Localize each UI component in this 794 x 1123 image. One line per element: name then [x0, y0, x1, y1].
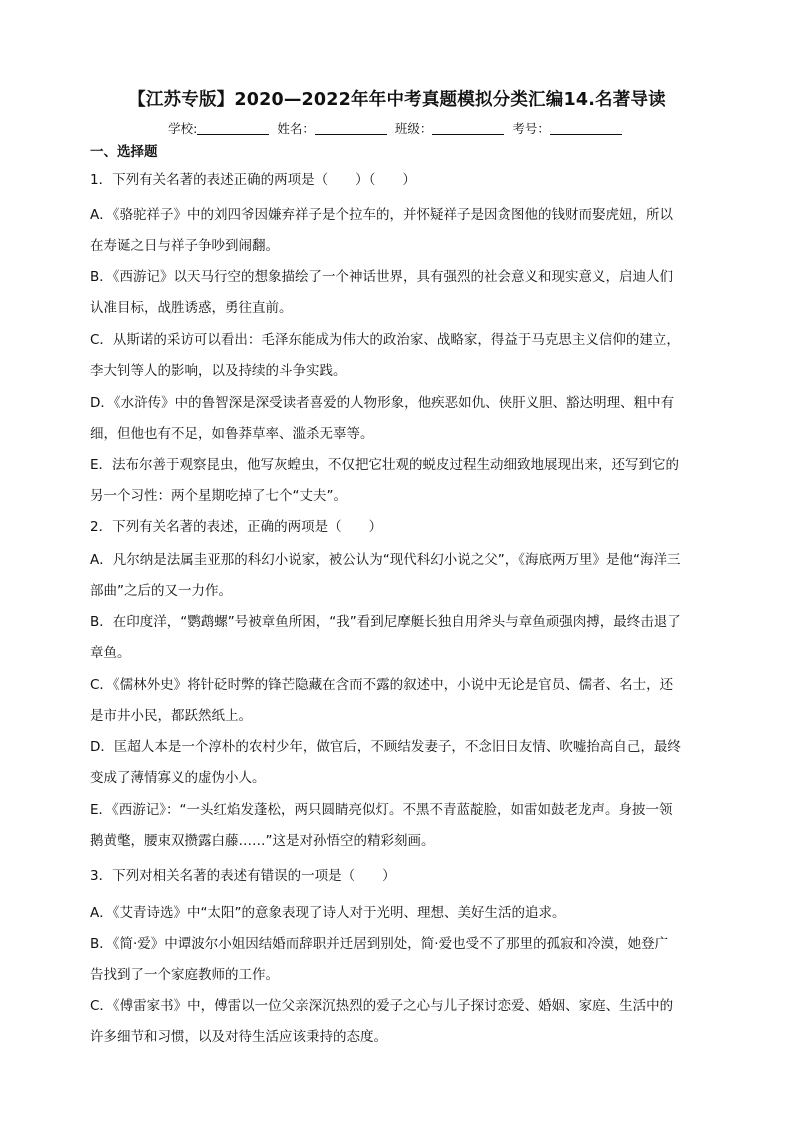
q1-option-a-line1: A．《骆驼祥子》中的刘四爷因嫌弃祥子是个拉车的，并怀疑祥子是因贪图他的钱财而娶虎妞，所以: [90, 207, 673, 223]
question-1-stem: 1．下列有关名著的表述正确的两项是（ ）（ ）: [90, 172, 416, 188]
q2-option-e-line2: 鹅黄氅，腰束双攒露白藤……”这是对孙悟空的精彩刻画。: [90, 833, 435, 849]
q3-option-b-line2: 告找到了一个家庭教师的工作。: [90, 967, 279, 983]
document-title: 【江苏专版】2020—2022年年中考真题模拟分类汇编14.名著导读: [128, 90, 666, 110]
name-blank[interactable]: [315, 122, 387, 135]
class-blank[interactable]: [432, 122, 504, 135]
q1-option-a-line2: 在寿诞之日与祥子争吵到闹翻。: [90, 238, 279, 254]
q1-option-d-line1: D．《水浒传》中的鲁智深是深受读者喜爱的人物形象，他疾恶如仇、侠肝义胆、豁达明理、粗中有: [90, 395, 675, 411]
question-2-stem: 2．下列有关名著的表述，正确的两项是（ ）: [90, 519, 383, 535]
q2-option-d-line1: D．匡超人本是一个淳朴的农村少年，做官后，不顾结发妻子，不念旧日友情、吹嘘抬高自己，最终: [90, 739, 681, 755]
q1-option-e-line2: 另一个习性：两个星期吃掉了七个“丈夫”。: [90, 488, 347, 504]
q1-option-e-line1: E．法布尔善于观察昆虫，他写灰蝗虫，不仅把它壮观的蜕皮过程生动细致地展现出来，还写到它的: [90, 457, 680, 473]
q3-option-c-line1: C．《傅雷家书》中，傅雷以一位父亲深沉热烈的爱子之心与儿子探讨恋爱、婚姻、家庭、生活中的: [90, 998, 674, 1014]
q2-option-b-line1: B．在印度洋，“鹦鹉螺”号被章鱼所困，“我”看到尼摩艇长独自用斧头与章鱼顽强肉搏，最终击退了: [90, 614, 681, 630]
q2-option-a-line2: 部曲”之后的又一力作。: [90, 583, 232, 599]
q2-option-a-line1: A．凡尔纳是法属圭亚那的科幻小说家，被公认为“现代科幻小说之父”，《海底两万里》是他“海洋三: [90, 552, 681, 568]
section-heading: 一、选择题: [90, 144, 158, 160]
q2-option-c-line2: 是市井小民，都跃然纸上。: [90, 708, 252, 724]
school-label: 学校:: [168, 121, 198, 136]
q1-option-b-line2: 认准目标，战胜诱惑，勇往直前。: [90, 300, 293, 316]
q3-option-b-line1: B．《简·爱》中谭波尔小姐因结婚而辞职并迁居到别处，简·爱也受不了那里的孤寂和冷漠，她登广: [90, 936, 669, 952]
q2-option-d-line2: 变成了薄情寡义的虚伪小人。: [90, 770, 266, 786]
question-3-stem: 3．下列对相关名著的表述有错误的一项是（ ）: [90, 868, 396, 884]
id-label: 考号：: [512, 121, 550, 136]
q1-option-d-line2: 细，但他也有不足，如鲁莽草率、滥杀无辜等。: [90, 426, 374, 442]
q1-option-b-line1: B．《西游记》以天马行空的想象描绘了一个神话世界，具有强烈的社会意义和现实意义，启迪人们: [90, 269, 674, 285]
school-blank[interactable]: [197, 122, 269, 135]
q1-option-c-line1: C．从斯诺的采访可以看出：毛泽东能成为伟大的政治家、战略家，得益于马克思主义信仰的建立，: [90, 332, 680, 348]
class-label: 班级：: [394, 121, 433, 136]
student-info-line: [0, 119, 794, 137]
q2-option-e-line1: E．《西游记》：“一头红焰发蓬松，两只圆睛亮似灯。不黑不青蓝靛脸，如雷如鼓老龙声。身披一领: [90, 802, 673, 818]
q2-option-b-line2: 章鱼。: [90, 645, 131, 661]
q1-option-c-line2: 李大钊等人的影响，以及持续的斗争实践。: [90, 363, 347, 379]
q2-option-c-line1: C．《儒林外史》将针砭时弊的锋芒隐藏在含而不露的叙述中，小说中无论是官员、儒者、名士，还: [90, 677, 674, 693]
id-blank[interactable]: [550, 122, 622, 135]
q3-option-a-line1: A．《艾青诗选》中“太阳”的意象表现了诗人对于光明、理想、美好生活的追求。: [90, 905, 566, 921]
q3-option-c-line2: 许多细节和习惯，以及对待生活应该秉持的态度。: [90, 1029, 387, 1045]
name-label: 姓名：: [277, 121, 315, 136]
